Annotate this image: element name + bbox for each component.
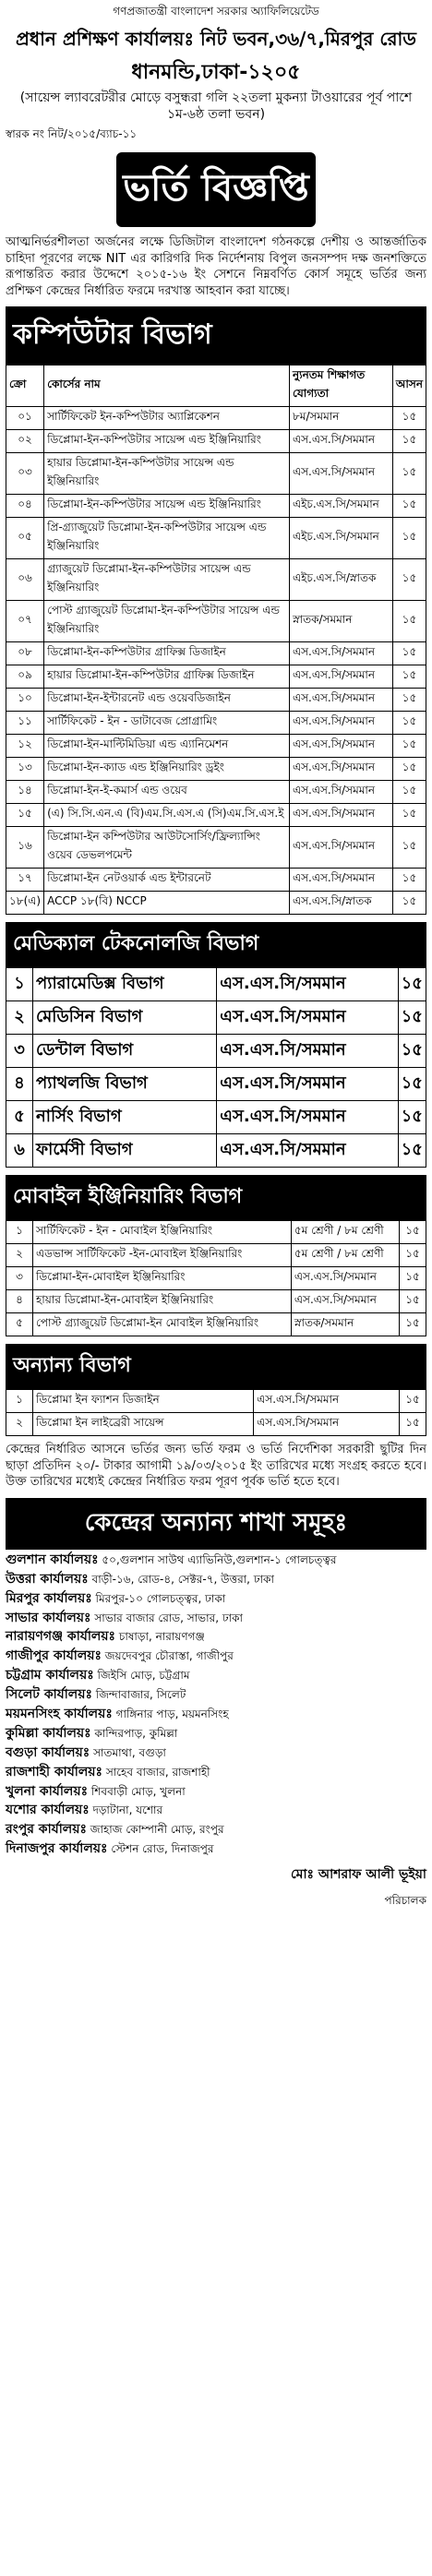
branch-address: চাষাড়া, নারায়ণগঞ্জ [118, 1630, 205, 1644]
table-row [6, 601, 426, 642]
medical-table [6, 967, 426, 1168]
course-cell: (এ) সি.সি.এন.এ (বি)এম.সি.এস.এ (সি)এম.সি.এস.ই [44, 804, 290, 827]
seats-cell: ১৫ [392, 518, 426, 559]
serial-cell: ০৫ [6, 518, 44, 559]
notice-page [6, 4, 426, 1911]
qualification-cell: এস.এস.সি/সমমান [254, 1413, 400, 1436]
qualification-cell: এইচ.এস.সি/সমমান [290, 495, 393, 518]
medical-dept-title: মেডিক্যাল টেকনোলজি বিভাগ [6, 922, 426, 967]
branch-name: গুলশান কার্যালয়ঃ [6, 1552, 99, 1567]
seats-cell: ১৫ [392, 892, 426, 915]
qualification-cell: এস.এস.সি/সমমান [290, 665, 393, 689]
qualification-cell: এস.এস.সি/সমমান [217, 1068, 398, 1101]
serial-cell: ০৯ [6, 665, 44, 689]
header-location-line: (সায়েন্স ল্যাবরেটরীর মোড়ে বসুন্ধরা গলি ২২তলা মুকন্যা টাওয়ারের পূর্ব পাশে ১ম-৬ষ্ঠ তলা ভবন) [19, 90, 413, 122]
serial-cell: ৫ [6, 1313, 33, 1336]
serial-cell: ০৩ [6, 453, 44, 495]
seats-cell: ১৫ [400, 1221, 426, 1244]
course-cell: ডিপ্লোমা-ইন-কম্পিউটার সায়েন্স এন্ড ইঞ্জিনিয়ারিং [44, 430, 290, 453]
serial-cell: ০৬ [6, 559, 44, 601]
table-row [6, 1035, 426, 1068]
serial-cell: ১ [6, 1390, 33, 1413]
signature-name: মোঃ আশরাফ আলী ভূইয়া [291, 1867, 426, 1883]
qualification-cell: ৮ম/সমমান [290, 407, 393, 430]
branch-address: জাহাজ কোম্পানী মোড়, রংপুর [90, 1823, 224, 1837]
signature-role: পরিচালক [384, 1894, 426, 1908]
table-row [6, 869, 426, 892]
table-row [6, 689, 426, 712]
course-cell: প্যারামেডিক্স বিভাগ [33, 968, 217, 1001]
course-cell: এডভান্স সার্টিফিকেট -ইন-মোবাইল ইঞ্জিনিয়ারিং [33, 1244, 292, 1267]
serial-cell: ০১ [6, 407, 44, 430]
qualification-cell: এস.এস.সি/সমমান [290, 758, 393, 781]
branch-address: জিন্দাবাজার, সিলেট [95, 1688, 186, 1702]
other-table [6, 1389, 426, 1436]
course-cell: ডিপ্লোমা-ইন-কম্পিউটার সায়েন্স এন্ড ইঞ্জিনিয়ারিং [44, 495, 290, 518]
branch-address: ৫০,গুলশান সাউথ এ্যাভিনিউ,গুলশান-১ গোলচত্ত্বর [102, 1552, 337, 1566]
table-row [6, 1068, 426, 1101]
branch-name: যশোর কার্যালয়ঃ [6, 1803, 90, 1818]
course-cell: হায়ার ডিপ্লোমা-ইন-কম্পিউটার সায়েন্স এন্ড ইঞ্জিনিয়ারিং [44, 453, 290, 495]
branch-name: সিলেট কার্যালয়ঃ [6, 1687, 92, 1703]
branch-list [6, 1552, 426, 1858]
table-row [6, 642, 426, 665]
serial-cell: ৫ [6, 1101, 33, 1134]
serial-cell: ০৪ [6, 495, 44, 518]
course-cell: হায়ার ডিপ্লোমা-ইন-কম্পিউটার গ্রাফিক্স ডিজাইন [44, 665, 290, 689]
seats-cell: ১৫ [392, 601, 426, 642]
table-row [6, 518, 426, 559]
branch-item [6, 1725, 426, 1743]
serial-cell: ৩ [6, 1267, 33, 1290]
table-row [6, 804, 426, 827]
course-cell: ডেন্টাল বিভাগ [33, 1035, 217, 1068]
branches-title: কেন্দ্রের অন্যান্য শাখা সমূহঃ [6, 1498, 426, 1550]
table-row [6, 968, 426, 1001]
branch-address: সাতমাথা, বগুড়া [93, 1745, 166, 1759]
branch-address: স্টেশন রোড, দিনাজপুর [111, 1842, 214, 1856]
qualification-cell: এস.এস.সি/সমমান [217, 1001, 398, 1035]
col-qualification: ন্যুনতম শিক্ষাগত যোগ্যতা [290, 365, 393, 407]
branch-address: দড়াটানা, যশোর [92, 1803, 163, 1817]
table-row [6, 453, 426, 495]
qualification-cell: এইচ.এস.সি/স্নাতক [290, 559, 393, 601]
serial-cell: ১৪ [6, 781, 44, 804]
table-row [6, 1244, 426, 1267]
admission-banner: ভর্তি বিজ্ঞপ্তি [116, 152, 316, 227]
serial-cell: ১ [6, 1221, 33, 1244]
branch-name: গাজীপুর কার্যালয়ঃ [6, 1648, 102, 1664]
branch-address: মিরপুর-১০ গোলচত্ত্বর, ঢাকা [95, 1591, 226, 1605]
table-row [6, 495, 426, 518]
serial-cell: ১৩ [6, 758, 44, 781]
seats-cell: ১৫ [392, 642, 426, 665]
qualification-cell: এস.এস.সি/সমমান [217, 1101, 398, 1134]
table-row [6, 892, 426, 915]
table-row [6, 1001, 426, 1035]
branch-address: বাড়ী-১৬, রোড-৪, সেক্টর-৭, উত্তরা, ঢাকা [91, 1572, 274, 1586]
serial-cell: ৩ [6, 1035, 33, 1068]
branch-address: সাহেব বাজার, রাজশাহী [105, 1765, 210, 1779]
qualification-cell: স্নাতক/সমমান [291, 1313, 399, 1336]
seats-cell: ১৫ [392, 559, 426, 601]
course-cell: ডিপ্লোমা-ইন নেটওয়ার্ক এন্ড ইন্টারনেট [44, 869, 290, 892]
seats-cell: ১৫ [398, 1068, 426, 1101]
seats-cell: ১৫ [398, 1001, 426, 1035]
serial-cell: ২ [6, 1244, 33, 1267]
qualification-cell: এস.এস.সি/সমমান [290, 735, 393, 758]
course-cell: ডিপ্লোমা ইন লাইব্রেরী সায়েন্স [33, 1413, 254, 1436]
course-cell: সার্টিফিকেট - ইন - মোবাইল ইঞ্জিনিয়ারিং [33, 1221, 292, 1244]
qualification-cell: এস.এস.সি/সমমান [290, 689, 393, 712]
qualification-cell: এস.এস.সি/সমমান [290, 712, 393, 735]
serial-cell: ৪ [6, 1068, 33, 1101]
branch-address: জিইসি মোড়, চট্টগ্রাম [97, 1669, 190, 1683]
branch-name: উত্তরা কার্যালয়ঃ [6, 1571, 89, 1587]
table-row [6, 1413, 426, 1436]
branch-item [6, 1667, 426, 1684]
serial-cell: ২ [6, 1001, 33, 1035]
branch-item [6, 1590, 426, 1608]
course-cell: নার্সিং বিভাগ [33, 1101, 217, 1134]
serial-cell: ১৭ [6, 869, 44, 892]
seats-cell: ১৫ [400, 1290, 426, 1313]
branch-name: দিনাজপুর কার্যালয়ঃ [6, 1841, 108, 1857]
course-cell: ACCP ১৮(বি) NCCP [44, 892, 290, 915]
serial-cell: ৪ [6, 1290, 33, 1313]
seats-cell: ১৫ [398, 1134, 426, 1168]
seats-cell: ১৫ [400, 1413, 426, 1436]
serial-cell: ১১ [6, 712, 44, 735]
branch-address: কান্দিরপাড়, কুমিল্লা [94, 1726, 178, 1740]
course-cell: ডিপ্লোমা-ইন-ক্যাড এন্ড ইঞ্জিনিয়ারিং ড্রইং [44, 758, 290, 781]
seats-cell: ১৫ [392, 689, 426, 712]
branch-item [6, 1783, 426, 1801]
seats-cell: ১৫ [398, 968, 426, 1001]
course-cell: হায়ার ডিপ্লোমা-ইন-মোবাইল ইঞ্জিনিয়ারিং [33, 1290, 292, 1313]
branch-item [6, 1764, 426, 1781]
branch-address: শিববাড়ী মোড়, খুলনা [90, 1784, 186, 1798]
course-cell: ফার্মেসী বিভাগ [33, 1134, 217, 1168]
table-row [6, 559, 426, 601]
branch-address: জয়দেবপুর চৌরাস্তা, গাজীপুর [104, 1649, 234, 1663]
special-note: কেন্দ্রের নির্ধারিত আসনে ভর্তির জন্য ভর্তি ফরম ও ভর্তি নির্দেশিকা সরকারী ছুটির দিন ছাড়া প্রতিদিন ২০/- টাকার আগামী ১৯/০৩/২০১৫ ইং তারিখের মধ্যে সংগ্রহ করতে হবে। উক্ত তারিখের মধ্যেই কেন্দ্রের নির্ধারিত ফরম পূরণ পূর্বক ভর্তি হতে হবে। [6, 1443, 426, 1490]
table-row [6, 407, 426, 430]
course-cell: ডিপ্লোমা-ইন-ই-কমার্স এন্ড ওয়েব [44, 781, 290, 804]
course-cell: মেডিসিন বিভাগ [33, 1001, 217, 1035]
branch-name: সাভার কার্যালয়ঃ [6, 1610, 91, 1625]
table-row [6, 1267, 426, 1290]
table-row [6, 827, 426, 869]
serial-cell: ১৫ [6, 804, 44, 827]
mobile-dept-title: মোবাইল ইঞ্জিনিয়ারিং বিভাগ [6, 1175, 426, 1220]
course-cell: ডিপ্লোমা-ইন-মাল্টিমিডিয়া এন্ড এ্যানিমেশন [44, 735, 290, 758]
seats-cell: ১৫ [392, 827, 426, 869]
course-cell: গ্র্যাজুয়েট ডিপ্লোমা-ইন-কম্পিউটার সায়েন্স এন্ড ইঞ্জিনিয়ারিং [44, 559, 290, 601]
course-cell: পোস্ট গ্র্যাজুয়েট ডিপ্লোমা-ইন-কম্পিউটার সায়েন্স এন্ড ইঞ্জিনিয়ারিং [44, 601, 290, 642]
table-row [6, 735, 426, 758]
serial-cell: ২ [6, 1413, 33, 1436]
branch-item [6, 1610, 426, 1627]
branch-address: সাভার বাজার রোড, সাভার, ঢাকা [94, 1611, 243, 1624]
seats-cell: ১৫ [392, 712, 426, 735]
seats-cell: ১৫ [400, 1390, 426, 1413]
course-cell: সার্টিফিকেট - ইন - ডাটাবেজ প্রোগ্রামিং [44, 712, 290, 735]
qualification-cell: এস.এস.সি/স্নাতক [290, 892, 393, 915]
serial-cell: ১৬ [6, 827, 44, 869]
seats-cell: ১৫ [392, 804, 426, 827]
branch-item [6, 1647, 426, 1665]
branch-name: চট্টগ্রাম কার্যালয়ঃ [6, 1668, 94, 1683]
branch-name: মিরপুর কার্যালয়ঃ [6, 1590, 92, 1606]
seats-cell: ১৫ [400, 1267, 426, 1290]
seats-cell: ১৫ [392, 430, 426, 453]
branch-item [6, 1744, 426, 1762]
qualification-cell: এস.এস.সি/সমমান [290, 869, 393, 892]
mobile-table [6, 1220, 426, 1336]
qualification-cell: এস.এস.সি/সমমান [290, 430, 393, 453]
branch-item [6, 1821, 426, 1839]
branch-name: কুমিল্লা কার্যালয়ঃ [6, 1725, 91, 1741]
branch-name: রাজশাহী কার্যালয়ঃ [6, 1764, 102, 1779]
table-row [6, 758, 426, 781]
qualification-cell: এইচ.এস.সি/সমমান [290, 518, 393, 559]
branch-item [6, 1571, 426, 1588]
serial-cell: ১০ [6, 689, 44, 712]
memo-number: স্বারক নং নিট/২০১৫/ব্যাচ-১১ [6, 127, 138, 140]
table-row [6, 712, 426, 735]
col-serial: ক্রো [6, 365, 44, 407]
col-seats: আসন [392, 365, 426, 407]
table-row [6, 665, 426, 689]
seats-cell: ১৫ [392, 665, 426, 689]
serial-cell: ১ [6, 968, 33, 1001]
branch-name: নারায়ণগঞ্জ কার্যালয়ঃ [6, 1629, 116, 1645]
table-row [6, 1313, 426, 1336]
branch-name: বগুড়া কার্যালয়ঃ [6, 1744, 90, 1760]
qualification-cell: স্নাতক/সমমান [290, 601, 393, 642]
seats-cell: ১৫ [392, 495, 426, 518]
qualification-cell: ৫ম শ্রেণী / ৮ম শ্রেণী [291, 1221, 399, 1244]
branch-item [6, 1840, 426, 1858]
branch-item [6, 1706, 426, 1723]
serial-cell: ১৮(এ) [6, 892, 44, 915]
serial-cell: ০২ [6, 430, 44, 453]
qualification-cell: এস.এস.সি/সমমান [291, 1290, 399, 1313]
seats-cell: ১৫ [398, 1101, 426, 1134]
qualification-cell: ৫ম শ্রেণী / ৮ম শ্রেণী [291, 1244, 399, 1267]
course-cell: সার্টিফিকেট ইন-কম্পিউটার অ্যাপ্লিকেশন [44, 407, 290, 430]
seats-cell: ১৫ [400, 1313, 426, 1336]
course-cell: ডিপ্লোমা ইন ফ্যাশন ডিজাইন [33, 1390, 254, 1413]
qualification-cell: এস.এস.সি/সমমান [290, 642, 393, 665]
seats-cell: ১৫ [392, 781, 426, 804]
branch-name: খুলনা কার্যালয়ঃ [6, 1783, 89, 1799]
header-office-line: প্রধান প্রশিক্ষণ কার্যালয়ঃ নিট ভবন,৩৬/৭,মিরপুর রোড [15, 28, 416, 50]
course-cell: প্যাথলজি বিভাগ [33, 1068, 217, 1101]
course-cell: পোস্ট গ্র্যাজুয়েট ডিপ্লোমা-ইন মোবাইল ইঞ্জিনিয়ারিং [33, 1313, 292, 1336]
branch-address: গাঙ্গিনার পাড়, ময়মনসিংহ [115, 1707, 229, 1720]
table-row [6, 781, 426, 804]
other-dept-title: অন্যান্য বিভাগ [6, 1344, 426, 1389]
col-course: কোর্সের নাম [44, 365, 290, 407]
seats-cell: ১৫ [392, 407, 426, 430]
table-row [6, 1390, 426, 1413]
branch-item [6, 1552, 426, 1569]
serial-cell: ০৭ [6, 601, 44, 642]
header-top-line: গণপ্রজাতন্ত্রী বাংলাদেশ সরকার অ্যাফিলিয়েটেড [113, 5, 319, 18]
table-row [6, 1134, 426, 1168]
seats-cell: ১৫ [400, 1244, 426, 1267]
branch-name: ময়মনসিংহ কার্যালয়ঃ [6, 1706, 113, 1721]
serial-cell: ১২ [6, 735, 44, 758]
qualification-cell: এস.এস.সি/সমমান [217, 1035, 398, 1068]
table-row [6, 1101, 426, 1134]
branch-item [6, 1802, 426, 1819]
branch-item [6, 1628, 426, 1646]
course-cell: ডিপ্লোমা-ইন-কম্পিউটার গ্রাফিক্স ডিজাইন [44, 642, 290, 665]
table-row [6, 1221, 426, 1244]
course-cell: ডিপ্লোমা-ইন-ইন্টারনেট এন্ড ওয়েবডিজাইন [44, 689, 290, 712]
serial-cell: ০৮ [6, 642, 44, 665]
course-cell: প্রি-গ্র্যাজুয়েট ডিপ্লোমা-ইন-কম্পিউটার সায়েন্স এন্ড ইঞ্জিনিয়ারিং [44, 518, 290, 559]
header-city-line: ধানমন্ডি,ঢাকা-১২০৫ [131, 61, 301, 84]
seats-cell: ১৫ [398, 1035, 426, 1068]
qualification-cell: এস.এস.সি/সমমান [254, 1390, 400, 1413]
course-cell: ডিপ্লোমা-ইন-মোবাইল ইঞ্জিনিয়ারিং [33, 1267, 292, 1290]
qualification-cell: এস.এস.সি/সমমান [290, 781, 393, 804]
qualification-cell: এস.এস.সি/সমমান [290, 827, 393, 869]
computer-dept-title: কম্পিউটার বিভাগ [6, 306, 426, 365]
table-row [6, 430, 426, 453]
seats-cell: ১৫ [392, 453, 426, 495]
serial-cell: ৬ [6, 1134, 33, 1168]
table-row [6, 1290, 426, 1313]
seats-cell: ১৫ [392, 735, 426, 758]
seats-cell: ১৫ [392, 758, 426, 781]
seats-cell: ১৫ [392, 869, 426, 892]
intro-paragraph: আত্মনির্ভরশীলতা অর্জনের লক্ষে ডিজিটাল বাংলাদেশ গঠনকল্পে দেশীয় ও আন্তর্জাতিক চাহিদা পূরণের লক্ষে NIT এর কারিগরি দিক নির্দেশনায় বিপুল জনসম্পদ দক্ষ জনশক্তিতে রূপান্তরিত করার উদ্দেশে ২০১৫-১৬ ইং সেশনে নিম্নবর্ণিত কোর্স সমূহে ভর্তির জন্য প্রশিক্ষণ কেন্দ্রের নির্ধারিত ফরমে দরখাস্ত আহবান করা যাচ্ছে। [6, 235, 426, 298]
course-cell: ডিপ্লোমা-ইন কম্পিউটার আউটসোর্সিং/ফ্রিল্যান্সিং ওয়েব ডেভলপমেন্ট [44, 827, 290, 869]
branch-item [6, 1686, 426, 1704]
qualification-cell: এস.এস.সি/সমমান [290, 804, 393, 827]
computer-table [6, 365, 426, 915]
qualification-cell: এস.এস.সি/সমমান [291, 1267, 399, 1290]
qualification-cell: এস.এস.সি/সমমান [290, 453, 393, 495]
branch-name: রংপুর কার্যালয়ঃ [6, 1822, 87, 1838]
qualification-cell: এস.এস.সি/সমমান [217, 968, 398, 1001]
qualification-cell: এস.এস.সি/সমমান [217, 1134, 398, 1168]
